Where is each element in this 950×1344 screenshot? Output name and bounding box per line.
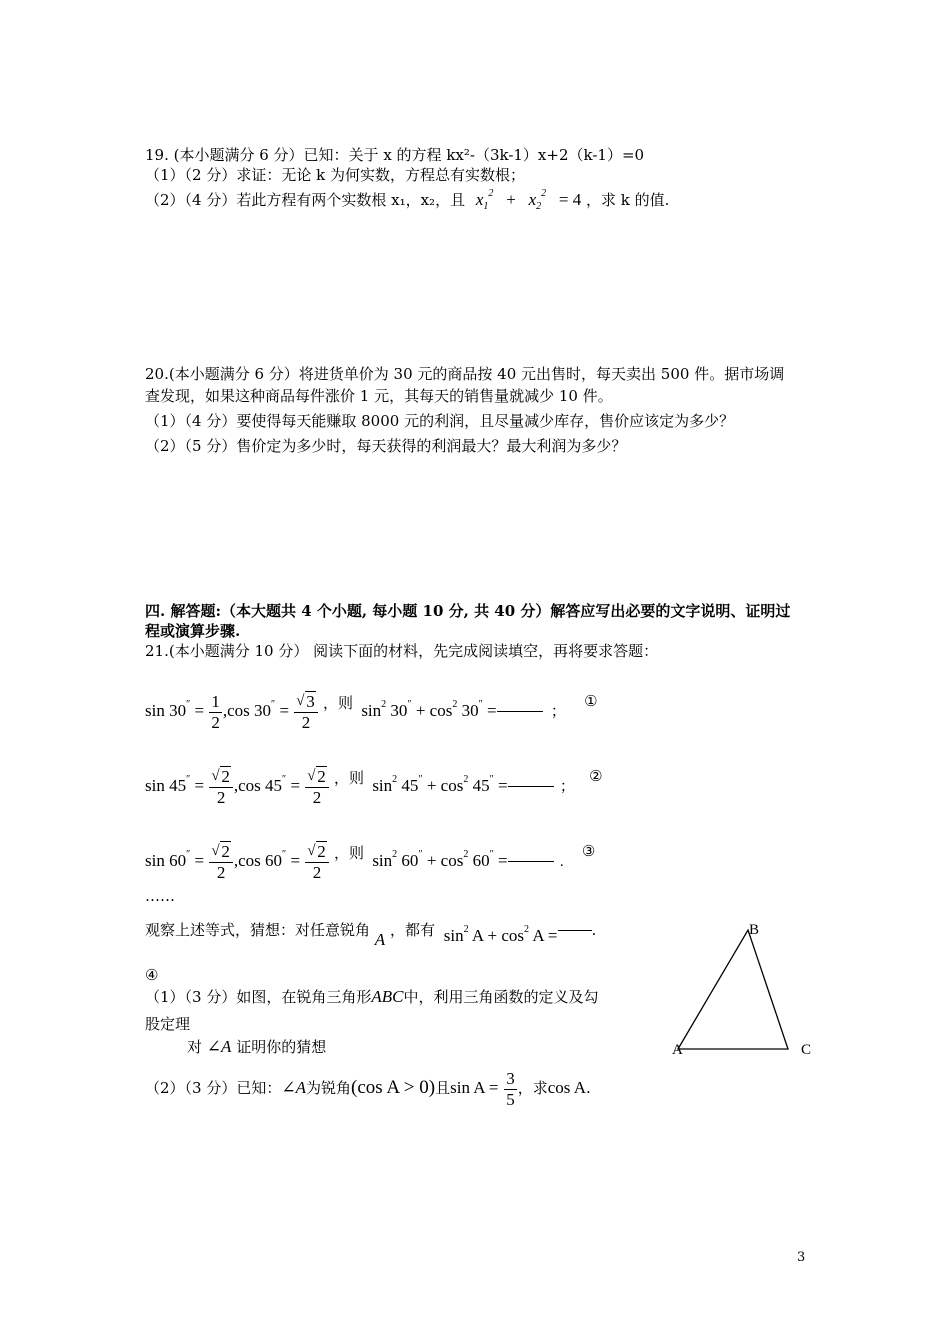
- q21-observe: 观察上述等式，猜想：对任意锐角 A ，都有 $\sin^2 A + \cos^2 A$ = .: [145, 915, 596, 955]
- label-c: C: [801, 1042, 812, 1058]
- q20-line2: 查发现，如果这种商品每件涨价 1 元，其每天的销售量就减少 10 件。: [145, 387, 613, 405]
- q19-title: 19. (本小题满分 6 分）已知：关于 x 的方程 kx²-（3k-1）x+2（k-1）=0: [145, 146, 645, 164]
- q21-row1: sin 30″ = $\frac{1}{2}$ ,cos 30″ = √ $\frac{3}{2}$ ，则 $\sin^2 30'' + \cos^2 30''$ = ； ①: [145, 680, 598, 736]
- q21-part2: （2）（3 分）已知：∠A为锐角(cos A > 0)且sin A = $\frac{3}{5}$ ，求cos A.: [145, 1068, 591, 1109]
- q20-part1: （1）（4 分）要使得每天能赚取 8000 元的利润，且尽量减少库存，售价应该定为多少？: [145, 412, 735, 430]
- q21-row3: sin 60″ = √ $\frac{2}{2}$ ,cos 60″ = √ $\frac{2}{2}$ ，则 $\sin^2 60'' + \cos^2 60''$ = . ③: [145, 830, 595, 886]
- q20-line1: 20.(本小题满分 6 分）将进货单价为 30 元的商品按 40 元出售时，每天卖出 500 件。据市场调: [145, 365, 785, 383]
- q19-part2: （2）（4 分）若此方程有两个实数根 x₁，x₂，且 $x_1^2 + x_2^2 = 4$ ，求 k 的值.: [145, 188, 670, 212]
- blank-3[interactable]: [508, 849, 554, 862]
- mark-4: ④: [145, 966, 159, 984]
- q21-part1-line1: （1）（3 分）如图，在锐角三角形ABC中，利用三角函数的定义及勾: [145, 987, 599, 1006]
- section4-line2: 程或演算步骤.: [145, 622, 241, 640]
- section4-line1: 四. 解答题:（本大题共 4 个小题, 每小题 10 分, 共 40 分）解答应写出必要的文字说明、证明过: [145, 602, 791, 620]
- page-number: 3: [797, 1250, 806, 1265]
- q21-part1-line3: 对 ∠A 证明你的猜想: [187, 1037, 327, 1056]
- q19-part1: （1）（2 分）求证：无论 k 为何实数，方程总有实数根；: [145, 166, 525, 184]
- q21-title: 21.(本小题满分 10 分） 阅读下面的材料，先完成阅读填空，再将要求答题：: [145, 642, 659, 660]
- label-a: A: [672, 1042, 683, 1058]
- triangle-figure: [670, 915, 820, 1065]
- blank-2[interactable]: [508, 774, 554, 787]
- blank-4[interactable]: [558, 918, 592, 931]
- triangle-abc: [678, 930, 788, 1049]
- label-b: B: [749, 922, 760, 938]
- q20-part2: （2）（5 分）售价定为多少时，每天获得的利润最大？最大利润为多少？: [145, 437, 627, 455]
- q21-part1-line2: 股定理: [145, 1015, 191, 1033]
- ellipsis: ……: [145, 887, 175, 905]
- blank-1[interactable]: [497, 699, 543, 712]
- q21-row2: sin 45″ = √ $\frac{2}{2}$ ,cos 45″ = √ $\frac{2}{2}$ ，则 $\sin^2 45'' + \cos^2 45''$ = ； ②: [145, 755, 603, 811]
